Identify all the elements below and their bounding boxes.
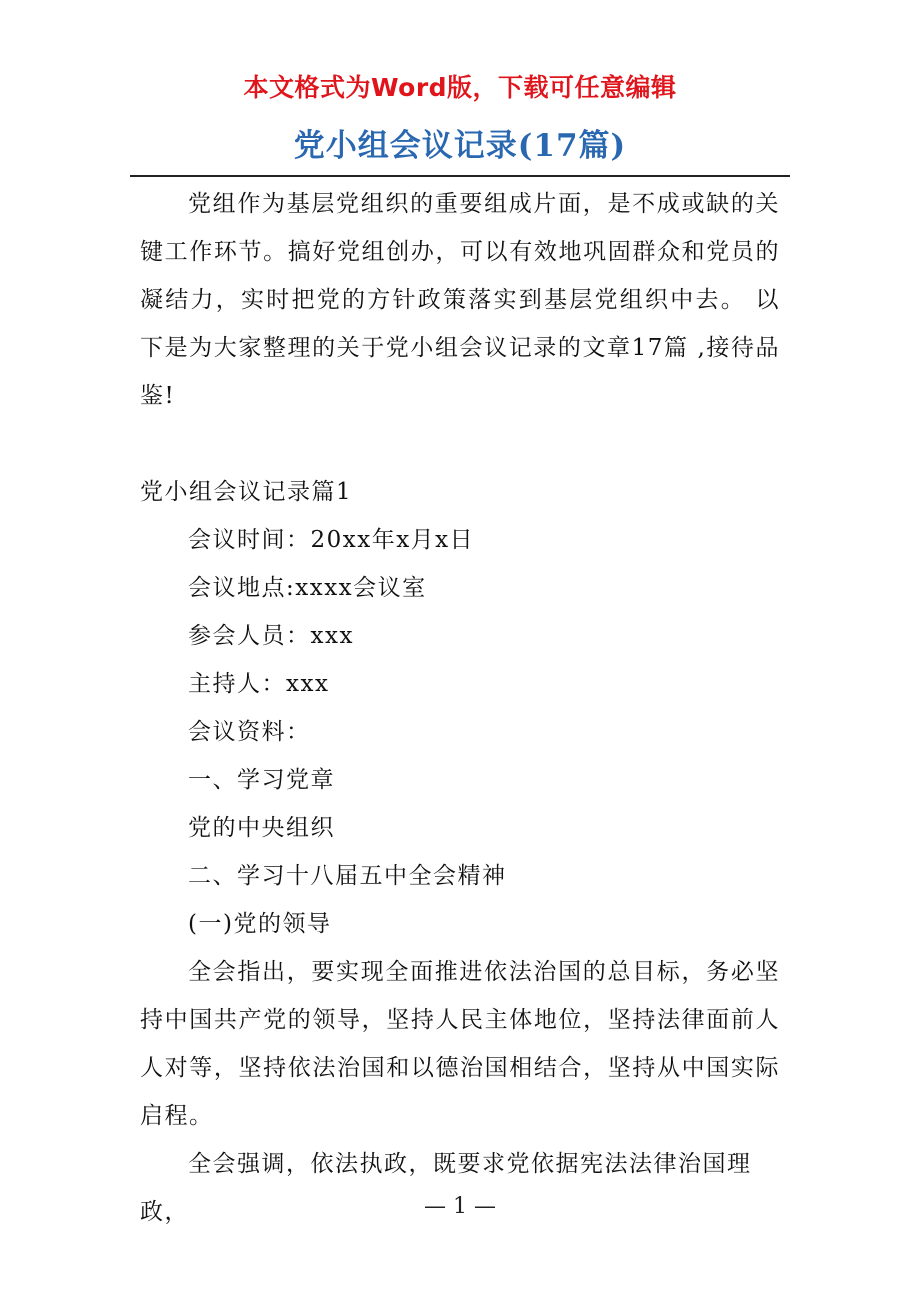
body-paragraph-1: 全会指出，要实现全面推进依法治国的总目标，务必坚持中国共产党的领导，坚持人民主体地位，坚持法律面前人人对等，坚持依法治国和以德治国相结合，坚持从中国实际启程。: [140, 959, 780, 1129]
download-banner: 本文格式为Word版，下载可任意编辑: [243, 73, 677, 102]
title-divider: [130, 175, 790, 177]
part-two-heading: 二、学习十八届五中全会精神: [188, 863, 507, 889]
paragraph-gap: [140, 420, 780, 468]
part-one-sub: 党的中央组织: [188, 815, 335, 841]
document-title: 党小组会议记录(17篇): [293, 128, 627, 164]
part-one-heading: 一、学习党章: [188, 767, 335, 793]
document-body: [140, 180, 780, 1236]
part-two-sub: (一)党的领导: [188, 911, 332, 937]
meeting-attendees: 参会人员：xxx: [188, 623, 354, 649]
meeting-place: 会议地点:xxxx会议室: [188, 575, 427, 601]
meeting-time: 会议时间：20xx年x月x日: [188, 527, 475, 553]
intro-paragraph: 党组作为基层党组织的重要组成片面，是不成或缺的关键工作环节。搞好党组创办，可以有效地巩固群众和党员的凝结力，实时把党的方针政策落实到基层党组织中去。 以下是为大家整理的关于党小组会议记录的文章17篇 ,接待品鉴!: [140, 191, 780, 409]
meeting-materials: 会议资料：: [188, 719, 311, 745]
body-paragraph-2: 全会强调，依法执政，既要求党依据宪法法律治国理政，: [140, 1151, 752, 1225]
meeting-host: 主持人：xxx: [188, 671, 330, 697]
section-heading: 党小组会议记录篇1: [140, 479, 353, 505]
page-number: — 1 —: [424, 1194, 496, 1219]
